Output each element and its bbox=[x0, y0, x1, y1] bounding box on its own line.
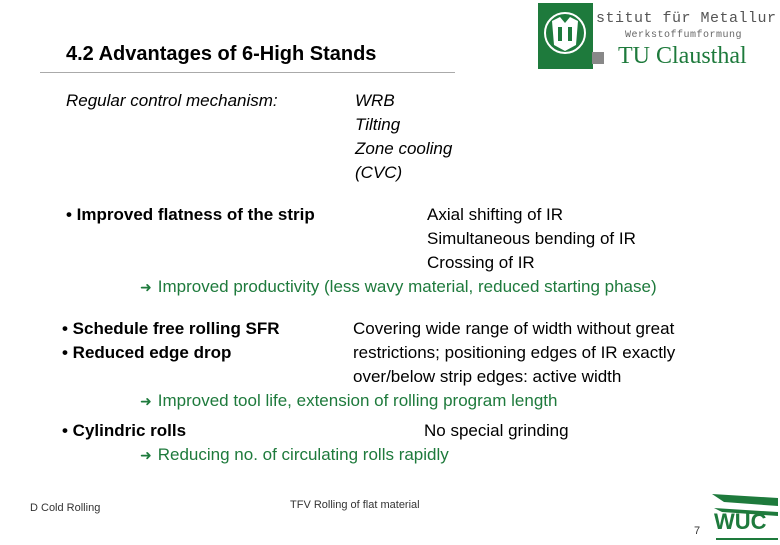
wuc-logo bbox=[704, 492, 780, 540]
bullet-sfr: • Schedule free rolling SFR bbox=[62, 319, 280, 338]
cylindric-desc: No special grinding bbox=[424, 421, 569, 440]
arrow-right-icon: ➜ bbox=[140, 393, 152, 409]
page-number: 7 bbox=[694, 525, 701, 537]
flatness-result bbox=[140, 277, 657, 297]
cylindric-result bbox=[140, 445, 449, 465]
footer-course: D Cold Rolling bbox=[30, 502, 101, 514]
university-name: TU Clausthal bbox=[618, 43, 747, 69]
flatness-result-text: Improved productivity (less wavy material, reduced starting phase) bbox=[157, 277, 657, 296]
university-seal-logo bbox=[538, 3, 593, 69]
arrow-right-icon: ➜ bbox=[140, 279, 152, 295]
institute-name: stitut für Metallur bbox=[596, 10, 777, 27]
sfr-result bbox=[140, 391, 557, 411]
control-label: Regular control mechanism: bbox=[66, 91, 278, 110]
cylindric-result-text: Reducing no. of circulating rolls rapidly bbox=[157, 445, 449, 464]
control-item: (CVC) bbox=[355, 163, 403, 182]
bullet-edge-drop: • Reduced edge drop bbox=[62, 343, 232, 362]
bullet-cylindric: • Cylindric rolls bbox=[62, 421, 187, 440]
flatness-item: Simultaneous bending of IR bbox=[427, 229, 636, 248]
sfr-desc: restrictions; positioning edges of IR exactly bbox=[353, 343, 676, 362]
slide-title: 4.2 Advantages of 6-High Stands bbox=[66, 43, 377, 65]
decorative-square bbox=[592, 52, 604, 64]
control-item: Tilting bbox=[355, 115, 401, 134]
footer-topic: TFV Rolling of flat material bbox=[290, 499, 420, 511]
arrow-right-icon: ➜ bbox=[140, 447, 152, 463]
control-item: Zone cooling bbox=[355, 139, 453, 158]
sfr-desc: over/below strip edges: active width bbox=[353, 367, 622, 386]
sfr-result-text: Improved tool life, extension of rolling program length bbox=[157, 391, 558, 410]
title-underline bbox=[40, 72, 455, 73]
sfr-desc: Covering wide range of width without great bbox=[353, 319, 675, 338]
bullet-flatness: • Improved flatness of the strip bbox=[66, 205, 315, 224]
wuc-logo-text: WUC bbox=[714, 509, 767, 534]
flatness-item: Axial shifting of IR bbox=[427, 205, 564, 224]
department-name: Werkstoffumformung bbox=[625, 30, 743, 41]
flatness-item: Crossing of IR bbox=[427, 253, 535, 272]
control-item: WRB bbox=[355, 91, 395, 110]
